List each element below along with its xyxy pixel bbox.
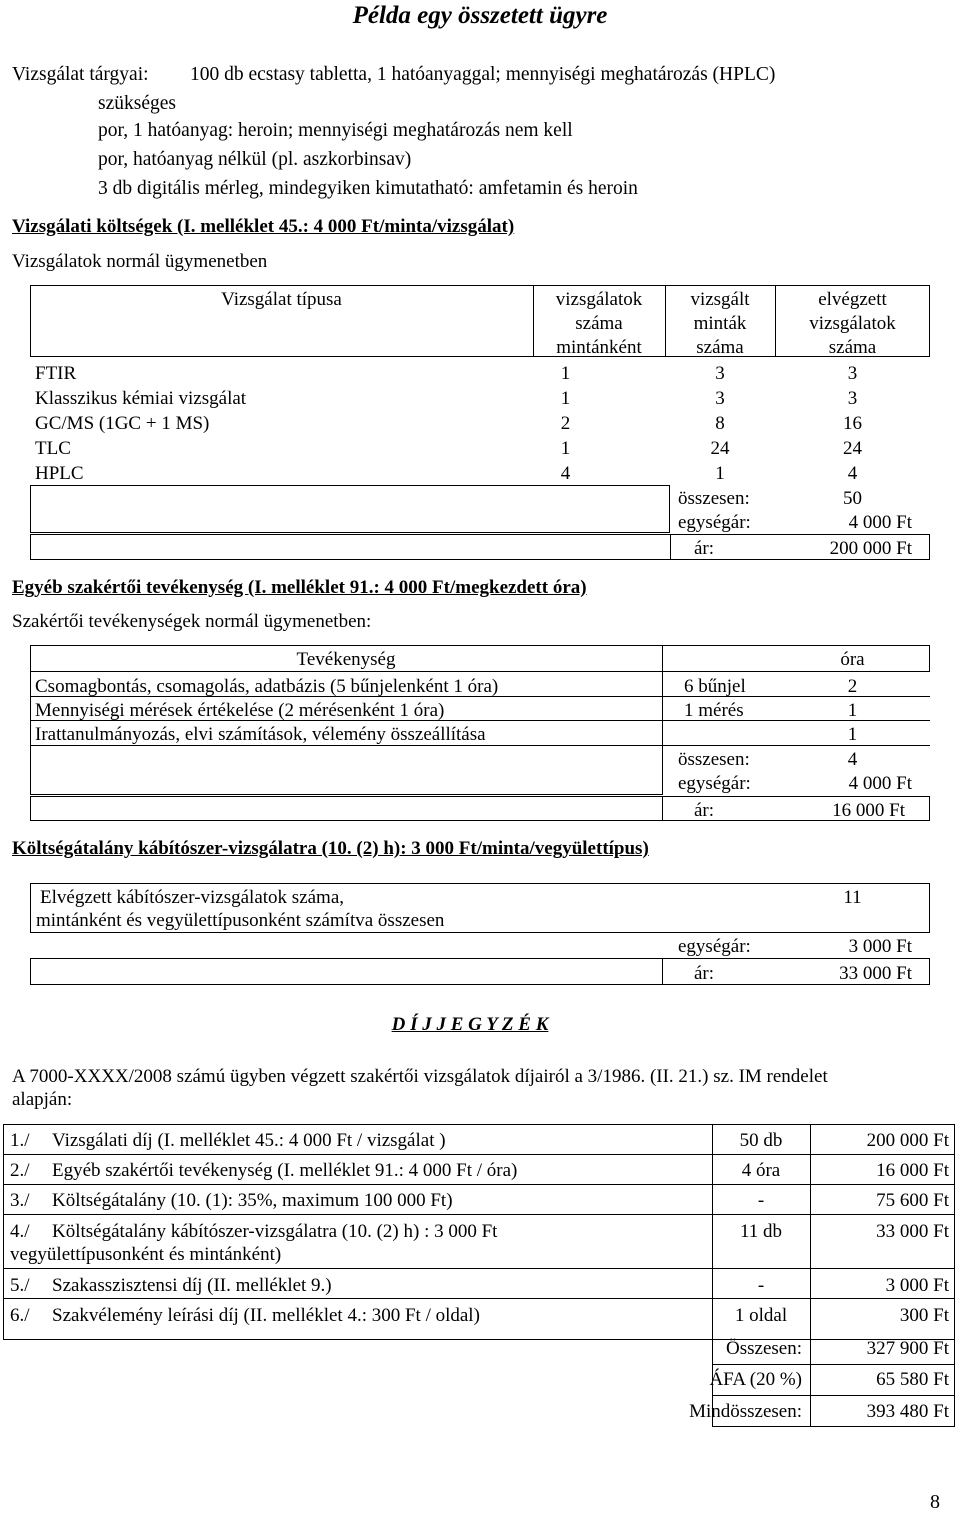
intro-item: 3 db digitális mérleg, mindegyiken kimutatható: amfetamin és heroin — [98, 178, 638, 199]
intro-item: por, hatóanyag nélkül (pl. aszkorbinsav) — [98, 149, 412, 170]
fee-qty: 4 óra — [741, 1160, 781, 1181]
fee-no: 6./ — [10, 1305, 30, 1326]
intro-item: 100 db ecstasy tabletta, 1 hatóanyaggal; mennyiségi meghatározás (HPLC) — [190, 64, 776, 85]
summary-blank-box — [30, 485, 670, 533]
grand-total-value: 393 480 Ft — [866, 1401, 949, 1422]
table-cell: GC/MS (1GC + 1 MS) — [35, 413, 210, 434]
price-value: 200 000 Ft — [829, 538, 912, 559]
table-cell: 1 — [560, 438, 571, 459]
table-cell: Klasszikus kémiai vizsgálat — [35, 388, 247, 409]
sum-label: összesen: — [678, 749, 750, 770]
table-cell: Elvégzett kábítószer-vizsgálatok száma, — [40, 887, 345, 908]
table-cell: 1 — [847, 724, 858, 745]
count-value: 11 — [843, 887, 862, 908]
price-label: ár: — [694, 538, 715, 559]
column-header: száma — [828, 337, 877, 358]
unit-price-value: 4 000 Ft — [848, 512, 912, 533]
table-cell: Mennyiségi mérések értékelése (2 mérésenként 1 óra) — [35, 700, 445, 721]
table-cell: 3 — [847, 388, 858, 409]
intro-item: szükséges — [98, 93, 176, 114]
table-cell: 6 bűnjel — [684, 676, 746, 697]
table-cell: 3 — [715, 363, 725, 384]
fee-intro: A 7000-XXXX/2008 számú ügyben végzett szakértői vizsgálatok díjairól a 3/1986. (II. 21.) sz. IM rendelet — [12, 1066, 828, 1087]
fee-desc: Költségátalány kábítószer-vizsgálatra (10. (2) h) : 3 000 Ft — [52, 1221, 498, 1242]
fee-title: D Í J J E G Y Z É K — [391, 1014, 549, 1035]
grand-total-label: Mindösszesen: — [689, 1401, 802, 1422]
column-header: elvégzett — [818, 289, 887, 310]
fee-desc: Egyéb szakértői tevékenység (I. melléklet 91.: 4 000 Ft / óra) — [52, 1160, 518, 1181]
vat-label: ÁFA (20 %) — [709, 1369, 802, 1390]
fee-intro: alapján: — [12, 1089, 73, 1110]
section-subheading: Vizsgálatok normál ügymenetben — [12, 251, 268, 272]
intro-label: Vizsgálat tárgyai: — [12, 64, 149, 85]
fee-desc: Szakasszisztensi díj (II. melléklet 9.) — [52, 1275, 332, 1296]
unit-price-value: 3 000 Ft — [848, 936, 912, 957]
fee-desc: Költségátalány (10. (1): 35%, maximum 100 000 Ft) — [52, 1190, 453, 1211]
fee-no: 5./ — [10, 1275, 30, 1296]
unit-price-label: egységár: — [678, 512, 751, 533]
fee-qty: 1 oldal — [734, 1305, 788, 1326]
column-header: vizsgált — [690, 289, 750, 310]
fee-qty: - — [757, 1190, 765, 1211]
fee-no: 4./ — [10, 1221, 30, 1242]
section-heading: Vizsgálati költségek (I. melléklet 45.: 4 000 Ft/minta/vizsgálat) — [12, 216, 515, 237]
fee-amount: 75 600 Ft — [876, 1190, 949, 1211]
price-label: ár: — [694, 800, 715, 821]
column-header: vizsgálatok — [555, 289, 643, 310]
column-header: Tevékenység — [296, 649, 396, 670]
fee-desc: Vizsgálati díj (I. melléklet 45.: 4 000 Ft / vizsgálat ) — [52, 1130, 446, 1151]
column-header: óra — [840, 649, 865, 670]
table-cell: 3 — [715, 388, 725, 409]
table-cell: 1 — [847, 700, 858, 721]
table-cell: FTIR — [35, 363, 77, 384]
column-header: mintánként — [556, 337, 642, 358]
price-label: ár: — [694, 963, 715, 984]
fee-no: 2./ — [10, 1160, 30, 1181]
vat-value: 65 580 Ft — [876, 1369, 949, 1390]
section-subheading: Szakértői tevékenységek normál ügymenetben: — [12, 611, 372, 632]
table-cell: 1 — [715, 463, 725, 484]
table-cell: 3 — [847, 363, 858, 384]
fee-qty: 11 db — [739, 1221, 783, 1242]
section-heading: Egyéb szakértői tevékenység (I. melléklet 91.: 4 000 Ft/megkezdett óra) — [12, 577, 587, 598]
table-cell: 4 — [847, 463, 858, 484]
table-cell: TLC — [35, 438, 71, 459]
fee-qty: 50 db — [739, 1130, 783, 1151]
fee-amount: 16 000 Ft — [876, 1160, 949, 1181]
table-cell: 1 — [560, 388, 571, 409]
table-cell: 1 — [560, 363, 571, 384]
unit-price-label: egységár: — [678, 936, 751, 957]
table-cell: mintánként és vegyülettípusonként számítva összesen — [36, 910, 445, 931]
total-label: Összesen: — [726, 1338, 802, 1359]
sum-label: összesen: — [678, 488, 750, 509]
fee-desc: vegyülettípusonként és mintánként) — [10, 1244, 282, 1265]
fee-no: 3./ — [10, 1190, 30, 1211]
price-value: 16 000 Ft — [832, 800, 905, 821]
page-number: 8 — [930, 1491, 940, 1513]
column-header: száma — [696, 337, 744, 358]
unit-price-label: egységár: — [678, 773, 751, 794]
fee-amount: 200 000 Ft — [866, 1130, 949, 1151]
total-value: 327 900 Ft — [866, 1338, 949, 1359]
fee-no: 1./ — [10, 1130, 30, 1151]
table-cell: 16 — [843, 413, 862, 434]
table-cell: Irattanulmányozás, elvi számítások, vélemény összeállítása — [35, 724, 486, 745]
unit-price-value: 4 000 Ft — [848, 773, 912, 794]
sum-value: 50 — [843, 488, 862, 509]
table-cell: Csomagbontás, csomagolás, adatbázis (5 bűnjelenként 1 óra) — [35, 676, 499, 697]
column-header: száma — [575, 313, 623, 334]
table-cell: 24 — [843, 438, 862, 459]
page-title: Példa egy összetett ügyre — [352, 2, 608, 29]
sum-value: 4 — [847, 749, 858, 770]
column-header: Vizsgálat típusa — [221, 289, 342, 310]
section-heading: Költségátalány kábítószer-vizsgálatra (10. (2) h): 3 000 Ft/minta/vegyülettípus) — [12, 838, 649, 859]
table-cell: HPLC — [35, 463, 84, 484]
fee-amount: 3 000 Ft — [885, 1275, 949, 1296]
price-value: 33 000 Ft — [839, 963, 912, 984]
column-header: minták — [693, 313, 747, 334]
intro-item: por, 1 hatóanyag: heroin; mennyiségi meghatározás nem kell — [98, 120, 573, 141]
fee-amount: 33 000 Ft — [876, 1221, 949, 1242]
fee-desc: Szakvélemény leírási díj (II. melléklet 4.: 300 Ft / oldal) — [52, 1305, 480, 1326]
fee-qty: - — [757, 1275, 765, 1296]
table-cell: 8 — [715, 413, 725, 434]
table-cell: 2 — [560, 413, 571, 434]
table-cell: 2 — [847, 676, 858, 697]
table-cell: 24 — [710, 438, 730, 459]
table-cell: 1 mérés — [684, 700, 744, 721]
fee-amount: 300 Ft — [899, 1305, 949, 1326]
summary-blank-box — [30, 745, 663, 795]
table-cell: 4 — [560, 463, 571, 484]
column-header: vizsgálatok — [809, 313, 896, 334]
